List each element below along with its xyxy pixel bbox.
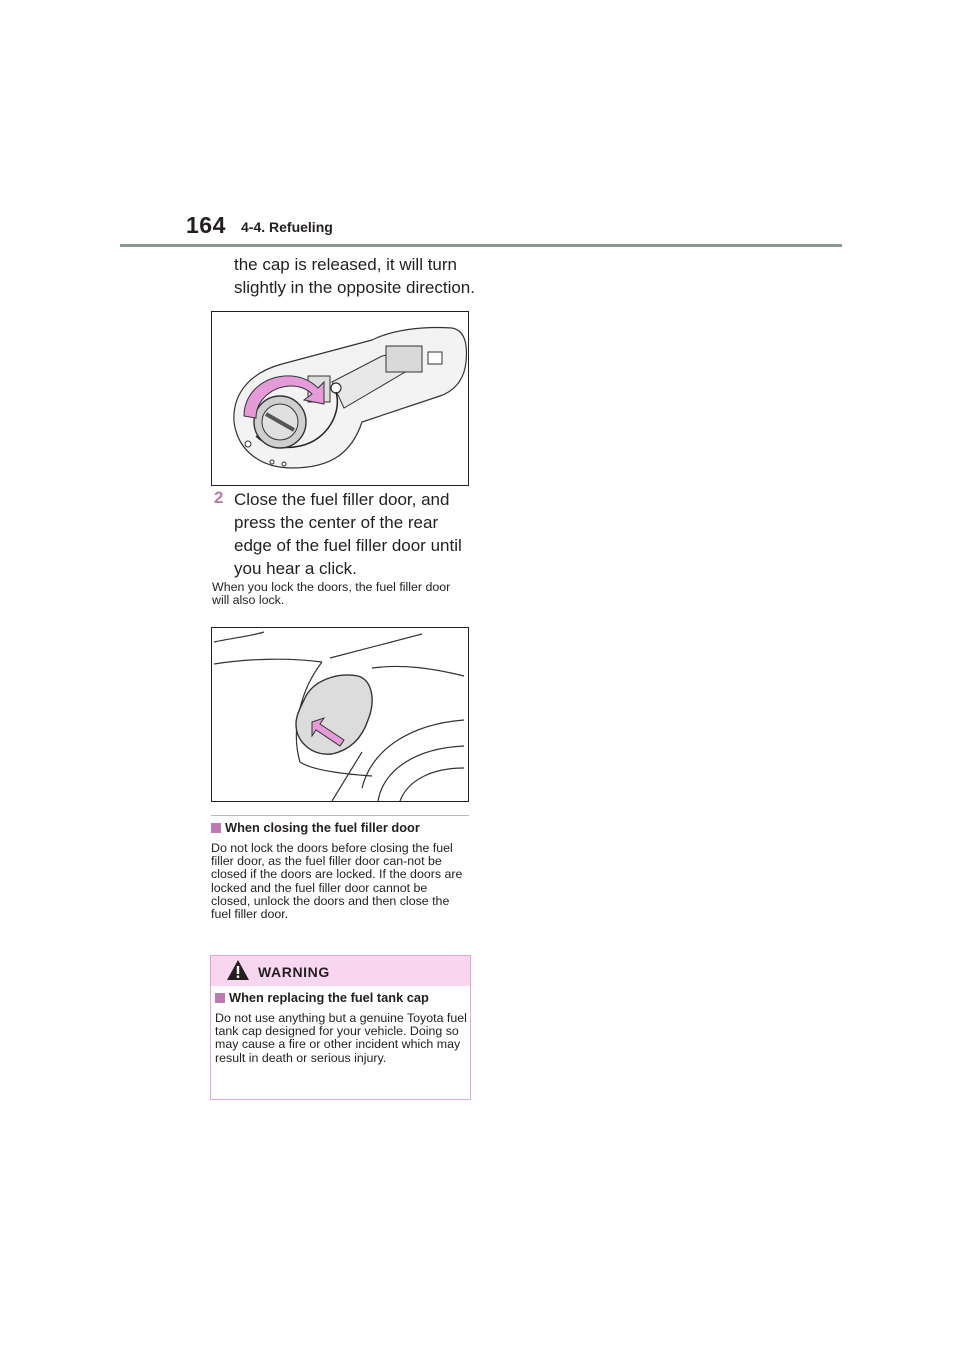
info-heading [211, 821, 420, 835]
fuel-cap-illustration [211, 311, 469, 486]
step-number: 2 [214, 488, 224, 507]
section-title: 4-4. Refueling [241, 219, 333, 235]
square-bullet-icon [211, 823, 221, 833]
step-text: Close the fuel filler door, and press the center of the rear edge of the fuel filler door until you hear a click. [234, 490, 462, 578]
warning-box [210, 955, 471, 1100]
warning-text: Do not use anything but a genuine Toyota fuel tank cap designed for your vehicle. Doing so may cause a fire or other incident which may result in death or serious injury. [215, 1011, 467, 1065]
square-bullet-icon [215, 993, 225, 1003]
section-divider [211, 815, 469, 816]
page-number: 164 [186, 212, 226, 238]
lock-note: When you lock the doors, the fuel filler door will also lock. [212, 580, 451, 608]
warning-header [211, 956, 470, 986]
info-heading-text: When closing the fuel filler door [225, 820, 420, 835]
warning-heading [215, 991, 429, 1005]
info-text: Do not lock the doors before closing the fuel filler door, as the fuel filler door can-not be closed if the doors are locked. If the doors are locked and the fuel filler door cannot be closed, unlock the doors and then close the fuel filler door. [211, 841, 463, 922]
warning-label: WARNING [258, 964, 330, 980]
filler-door-illustration [211, 627, 469, 802]
warning-triangle-icon [226, 959, 250, 986]
continuation-text: the cap is released, it will turn slightly in the opposite direction. [234, 255, 475, 297]
warning-heading-text: When replacing the fuel tank cap [229, 990, 429, 1005]
header-rule [120, 244, 842, 247]
